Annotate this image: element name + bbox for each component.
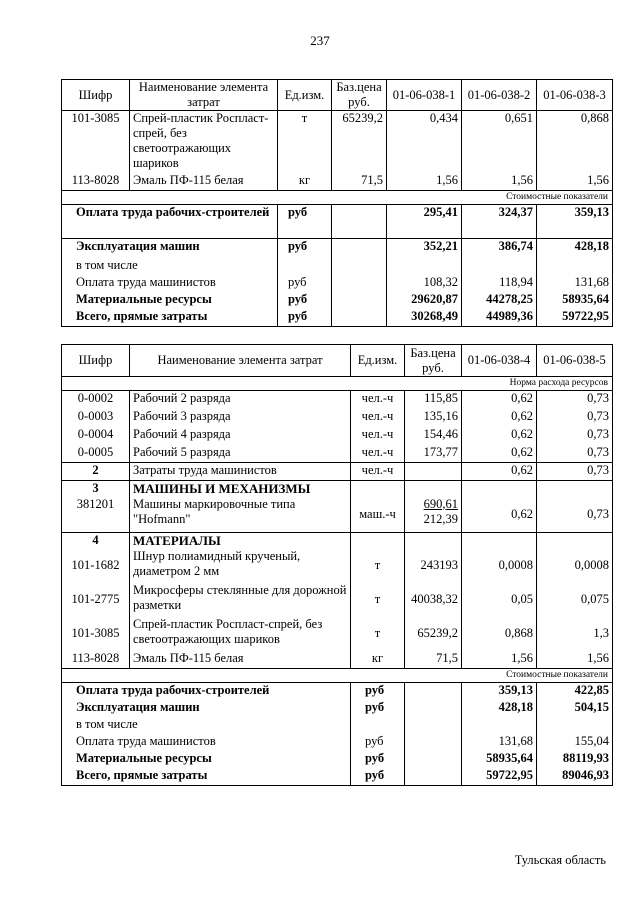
section-row bbox=[62, 669, 613, 683]
table-row bbox=[62, 617, 613, 651]
summary-row bbox=[62, 683, 613, 700]
cell-name: Затраты труда машинистов bbox=[130, 463, 351, 481]
summary-row bbox=[62, 751, 613, 768]
table-row bbox=[62, 445, 613, 463]
summary-name: Оплата труда машинистов bbox=[62, 275, 278, 292]
cell-name: Эмаль ПФ-115 белая bbox=[130, 173, 278, 191]
cell-value: 0,62 bbox=[462, 409, 537, 427]
price-bottom: 212,39 bbox=[423, 511, 458, 526]
cell-value: 0,075 bbox=[537, 583, 613, 617]
table-header-row bbox=[62, 80, 613, 111]
summary-row bbox=[62, 258, 613, 275]
cell-value: 0,73 bbox=[537, 427, 613, 445]
summary-name: Оплата труда рабочих-строителей bbox=[62, 683, 351, 700]
cell-name: Микросферы стеклянные для дорожной разметки bbox=[130, 583, 351, 617]
summary-value: 324,37 bbox=[462, 205, 537, 239]
summary-row bbox=[62, 239, 613, 258]
summary-value: 131,68 bbox=[462, 734, 537, 751]
cost-table-1 bbox=[61, 79, 613, 327]
cell-price: 173,77 bbox=[405, 445, 462, 463]
cell-value: 1,56 bbox=[537, 651, 613, 669]
section-row bbox=[62, 377, 613, 391]
machines-heading: МАШИНЫ И МЕХАНИЗМЫ bbox=[130, 481, 351, 497]
cell-price: 65239,2 bbox=[332, 111, 387, 173]
cell-code: 0-0004 bbox=[62, 427, 130, 445]
cell-name: Шнур полиамидный крученый, диаметром 2 мм bbox=[130, 549, 351, 583]
summary-value: 422,85 bbox=[537, 683, 613, 700]
header-col-4: 01-06-038-4 bbox=[462, 345, 537, 377]
cell-unit: кг bbox=[351, 651, 405, 669]
summary-value: 504,15 bbox=[537, 700, 613, 717]
cell-value: 0,62 bbox=[462, 497, 537, 533]
table-row bbox=[62, 173, 613, 191]
section-heading-row bbox=[62, 481, 613, 497]
table-row bbox=[62, 463, 613, 481]
summary-value: 359,13 bbox=[537, 205, 613, 239]
summary-value: 88119,93 bbox=[537, 751, 613, 768]
summary-name: Эксплуатация машин bbox=[62, 239, 278, 258]
cell-value: 0,05 bbox=[462, 583, 537, 617]
summary-value: 108,32 bbox=[387, 275, 462, 292]
table-header-row bbox=[62, 345, 613, 377]
header-col-3: 01-06-038-3 bbox=[537, 80, 613, 111]
cell-name: Спрей-пластик Роспласт-спрей, без светоотражающих шариков bbox=[130, 617, 351, 651]
section-label: Стоимостные показатели bbox=[62, 191, 613, 205]
cell-code: 0-0002 bbox=[62, 391, 130, 409]
cell-value: 0,73 bbox=[537, 391, 613, 409]
cell-name: Спрей-пластик Роспласт-спрей, без светоотражающих шариков bbox=[130, 111, 278, 173]
cell-unit: т bbox=[351, 549, 405, 583]
header-code: Шифр bbox=[62, 345, 130, 377]
cell-name: Машины маркировочные типа "Hofmann" bbox=[130, 497, 351, 533]
summary-unit: руб bbox=[278, 309, 332, 327]
header-col-5: 01-06-038-5 bbox=[537, 345, 613, 377]
cell-value: 0,73 bbox=[537, 445, 613, 463]
table-row bbox=[62, 497, 613, 533]
cell-value: 0,0008 bbox=[537, 549, 613, 583]
cell-code: 2 bbox=[62, 463, 130, 481]
summary-value: 44989,36 bbox=[462, 309, 537, 327]
summary-value: 359,13 bbox=[462, 683, 537, 700]
header-unit: Ед.изм. bbox=[278, 80, 332, 111]
table-row bbox=[62, 391, 613, 409]
cell-price: 135,16 bbox=[405, 409, 462, 427]
summary-unit: руб bbox=[351, 683, 405, 700]
table-row bbox=[62, 111, 613, 173]
summary-value: 59722,95 bbox=[537, 309, 613, 327]
cell-code: 381201 bbox=[62, 497, 130, 533]
cell-value: 0,868 bbox=[537, 111, 613, 173]
summary-row bbox=[62, 700, 613, 717]
summary-row bbox=[62, 275, 613, 292]
cell-unit: т bbox=[351, 617, 405, 651]
table-row bbox=[62, 549, 613, 583]
summary-unit: руб bbox=[351, 751, 405, 768]
cell-unit: кг bbox=[278, 173, 332, 191]
page-number: 237 bbox=[310, 33, 330, 48]
cell-name: Рабочий 5 разряда bbox=[130, 445, 351, 463]
table-row bbox=[62, 583, 613, 617]
summary-row bbox=[62, 205, 613, 239]
cell-value: 0,73 bbox=[537, 409, 613, 427]
summary-value: 89046,93 bbox=[537, 768, 613, 786]
summary-value: 59722,95 bbox=[462, 768, 537, 786]
summary-name: Эксплуатация машин bbox=[62, 700, 351, 717]
table-row bbox=[62, 427, 613, 445]
cell-value: 1,56 bbox=[387, 173, 462, 191]
cell-code: 0-0003 bbox=[62, 409, 130, 427]
summary-row bbox=[62, 768, 613, 786]
summary-value: 428,18 bbox=[462, 700, 537, 717]
cell-price: 154,46 bbox=[405, 427, 462, 445]
summary-unit: руб bbox=[278, 275, 332, 292]
cell-value: 0,62 bbox=[462, 445, 537, 463]
footer-region: Тульская область bbox=[514, 853, 606, 867]
header-code: Шифр bbox=[62, 80, 130, 111]
summary-value: 44278,25 bbox=[462, 292, 537, 309]
cell-code: 101-2775 bbox=[62, 583, 130, 617]
section-heading-row bbox=[62, 533, 613, 549]
cell-value: 0,434 bbox=[387, 111, 462, 173]
summary-name: Материальные ресурсы bbox=[62, 751, 351, 768]
cell-unit: чел.-ч bbox=[351, 391, 405, 409]
summary-value: 29620,87 bbox=[387, 292, 462, 309]
section-row bbox=[62, 191, 613, 205]
section-label: Стоимостные показатели bbox=[62, 669, 613, 683]
cell-name: Рабочий 2 разряда bbox=[130, 391, 351, 409]
cell-price bbox=[405, 497, 462, 533]
summary-name: Всего, прямые затраты bbox=[62, 309, 278, 327]
cell-price: 71,5 bbox=[332, 173, 387, 191]
cell-value: 1,56 bbox=[537, 173, 613, 191]
summary-row bbox=[62, 309, 613, 327]
summary-unit: руб bbox=[351, 734, 405, 751]
summary-row bbox=[62, 717, 613, 734]
summary-name: Оплата труда рабочих-строителей bbox=[62, 205, 278, 239]
summary-name: в том числе bbox=[62, 258, 278, 275]
header-name: Наименование элемента затрат bbox=[130, 345, 351, 377]
cell-unit: чел.-ч bbox=[351, 427, 405, 445]
cell-value: 0,73 bbox=[537, 497, 613, 533]
summary-value: 58935,64 bbox=[462, 751, 537, 768]
header-price: Баз.цена руб. bbox=[332, 80, 387, 111]
cell-unit: чел.-ч bbox=[351, 445, 405, 463]
cell-value: 0,62 bbox=[462, 427, 537, 445]
cell-unit: т bbox=[278, 111, 332, 173]
header-name: Наименование элемента затрат bbox=[130, 80, 278, 111]
price-top: 690,61 bbox=[423, 496, 458, 511]
cell-name: Рабочий 4 разряда bbox=[130, 427, 351, 445]
cell-code: 101-1682 bbox=[62, 549, 130, 583]
summary-name: в том числе bbox=[62, 717, 351, 734]
cell-name: Эмаль ПФ-115 белая bbox=[130, 651, 351, 669]
cost-table-2 bbox=[61, 344, 613, 786]
summary-unit: руб bbox=[278, 239, 332, 258]
summary-value: 118,94 bbox=[462, 275, 537, 292]
summary-unit: руб bbox=[351, 768, 405, 786]
cell-price: 115,85 bbox=[405, 391, 462, 409]
cell-value: 0,73 bbox=[537, 463, 613, 481]
header-col-1: 01-06-038-1 bbox=[387, 80, 462, 111]
header-price: Баз.цена руб. bbox=[405, 345, 462, 377]
table-row bbox=[62, 651, 613, 669]
summary-row bbox=[62, 292, 613, 309]
norm-label: Норма расхода ресурсов bbox=[62, 377, 613, 391]
cell-code: 4 bbox=[62, 533, 130, 549]
summary-unit: руб bbox=[351, 700, 405, 717]
cell-value: 0,868 bbox=[462, 617, 537, 651]
summary-value: 131,68 bbox=[537, 275, 613, 292]
cell-value: 1,56 bbox=[462, 173, 537, 191]
header-unit: Ед.изм. bbox=[351, 345, 405, 377]
cell-price: 71,5 bbox=[405, 651, 462, 669]
cell-unit: маш.-ч bbox=[351, 497, 405, 533]
cell-value: 0,651 bbox=[462, 111, 537, 173]
cell-code: 3 bbox=[62, 481, 130, 497]
summary-value: 30268,49 bbox=[387, 309, 462, 327]
cell-unit: чел.-ч bbox=[351, 409, 405, 427]
cell-unit: чел.-ч bbox=[351, 463, 405, 481]
cell-code: 113-8028 bbox=[62, 173, 130, 191]
cell-name: Рабочий 3 разряда bbox=[130, 409, 351, 427]
header-col-2: 01-06-038-2 bbox=[462, 80, 537, 111]
summary-name: Оплата труда машинистов bbox=[62, 734, 351, 751]
summary-value: 352,21 bbox=[387, 239, 462, 258]
cell-price: 243193 bbox=[405, 549, 462, 583]
cell-price: 65239,2 bbox=[405, 617, 462, 651]
summary-value: 386,74 bbox=[462, 239, 537, 258]
cell-value: 1,56 bbox=[462, 651, 537, 669]
cell-unit: т bbox=[351, 583, 405, 617]
cell-value: 0,62 bbox=[462, 463, 537, 481]
cell-code: 101-3085 bbox=[62, 111, 130, 173]
summary-row bbox=[62, 734, 613, 751]
summary-value: 58935,64 bbox=[537, 292, 613, 309]
cell-code: 101-3085 bbox=[62, 617, 130, 651]
cell-price: 40038,32 bbox=[405, 583, 462, 617]
cell-code: 0-0005 bbox=[62, 445, 130, 463]
cell-value: 0,62 bbox=[462, 391, 537, 409]
summary-name: Всего, прямые затраты bbox=[62, 768, 351, 786]
cell-value: 0,0008 bbox=[462, 549, 537, 583]
cell-value: 1,3 bbox=[537, 617, 613, 651]
summary-value: 295,41 bbox=[387, 205, 462, 239]
summary-unit: руб bbox=[278, 205, 332, 239]
summary-value: 428,18 bbox=[537, 239, 613, 258]
summary-value: 155,04 bbox=[537, 734, 613, 751]
materials-heading: МАТЕРИАЛЫ bbox=[130, 533, 351, 549]
cell-code: 113-8028 bbox=[62, 651, 130, 669]
table-row bbox=[62, 409, 613, 427]
summary-name: Материальные ресурсы bbox=[62, 292, 278, 309]
summary-unit: руб bbox=[278, 292, 332, 309]
